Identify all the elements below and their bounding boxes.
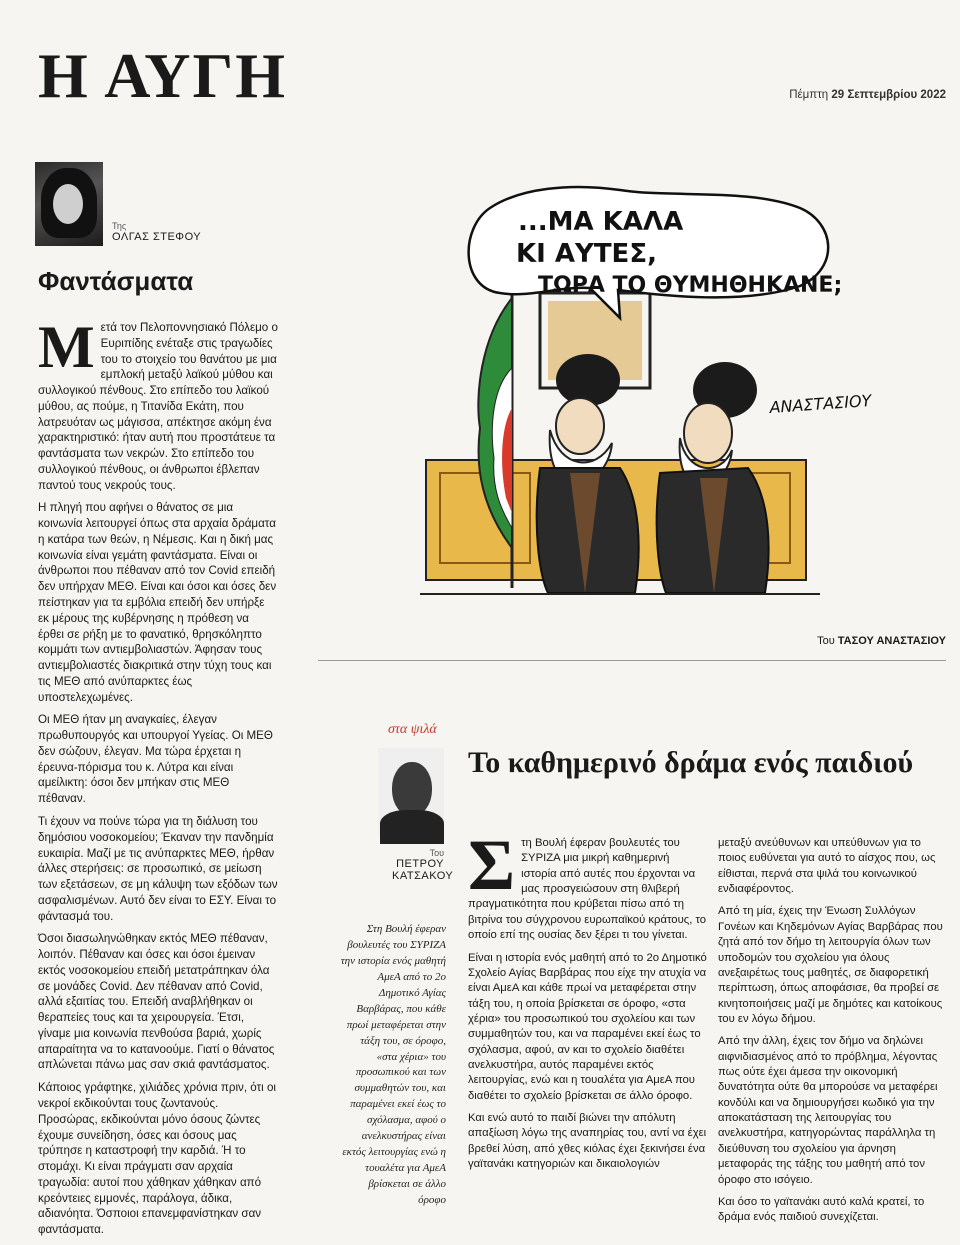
article1-body: [38, 314, 278, 1245]
dateline-day: Πέμπτη: [789, 89, 829, 101]
cartoon-credit: [817, 635, 946, 647]
speech-line-1: ...ΜΑ ΚΑΛΑ: [518, 207, 684, 237]
byline-author: ΟΛΓΑΣ ΣΤΕΦΟΥ: [112, 231, 202, 243]
article2-paragraph: Και ενώ αυτό το παιδί βιώνει την απόλυτη απαξίωση λόγω της αναπηρίας του, αντί να έχει βρεθεί λύση, από χθες κιόλας έχει ξεκινήσει ένα γαϊτανάκι κατηγοριών και δικαιολογιών: [468, 1112, 707, 1171]
credit-prefix: Του: [817, 635, 835, 647]
dateline: [789, 89, 946, 101]
cartoon-signature: ΑΝΑΣΤΑΣΙΟΥ: [768, 390, 872, 417]
author-photo-olga: [35, 162, 103, 246]
speech-line-3: ΤΩΡΑ ΤΟ ΘΥΜΗΘΗΚΑΝΕ;: [538, 273, 843, 298]
article1-paragraph: Τι έχουν να πούνε τώρα για τη διάλυση του δημόσιου νοσοκομείου; Έκαναν την πανδημία ευκαιρία. Μαζί με τις ανύπαρκτες ΜΕΘ, ήρθαν άλλες στερήσεις: σε προσωπικό, σε μείωση των εξετάσεων, σε μη κάλυψη των εξόδων των ασφαλισμένων. Αυτό δεν είναι το ΕΣΥ. Είναι το φάντασμά του.: [38, 814, 278, 923]
byline-article1: [112, 221, 201, 243]
article2-paragraph: Από τη μία, έχεις την Ένωση Συλλόγων Γονέων και Κηδεμόνων Αγίας Βαρβάρας που ζητά από τον δήμο τη λειτουργία όλων των υποδομών του σχολείου για όλους ανεξαιρέτως τους μαθητές, σε διαφορετική περίπτωση, όπως αποφάσισε, θα προβεί σε κινητοποιήσεις μαζί με δημότες και κατοίκους του εν λόγω δήμου.: [718, 905, 943, 1025]
article1-paragraph: Η πληγή που αφήνει ο θάνατος σε μια κοινωνία λειτουργεί όπως στα αρχαία δράματα η κατάρα των θεών, η Νέμεσις. Και η δική μας κοινωνία είναι γεμάτη φαντάσματα. Είναι οι άνθρωποι που πέθαναν από τον Covid επειδή δεν υπήρχαν ΜΕΘ. Είναι και όσοι και όσες δεν πείστηκαν για τα εμβόλια επειδή δεν υπήρξε εκ μέρους της κυβέρνησης η πρόθεση να έρθει σε ρήξη με το φανατικό, θρησκόληπτο κομμάτι των αντιεμβολιαστών. Άφησαν τους αντιεμβολιαστές διακριτικά στην τύχη τους και τις ΜΕΘ από ανύπαρκτες έως υποστελεχωμένες.: [38, 501, 277, 704]
byline-author-line2: ΚΑΤΣΑΚΟΥ: [392, 870, 454, 882]
article2-paragraph: Από την άλλη, έχεις τον δήμο να δηλώνει αιφνιδιασμένος από το πρόβλημα, λέγοντας πως ούτε έχει άμεσα την οικονομική δυνατότητα ούτε θα μπορούσε να μεταφέρει κονδύλι και να δημιουργήσει κωδικό για την αποκατάσταση της λειτουργίας του ανελκυστήρα, κατηγορώντας παράλληλα τη διεύθυνση του σχολείου για άρνηση μεταφοράς της τάξης του μαθητή από τον όροφο στο ισόγειο.: [718, 1035, 938, 1186]
editorial-cartoon: [420, 168, 948, 620]
article1-paragraph: Όσοι διασωληνώθηκαν εκτός ΜΕΘ πέθαναν, λοιπόν. Πέθαναν και όσες και όσοι έμειναν εκτός νοσοκομείου επειδή μετατράπηκαν όλα σε μονάδες Covid. Δεν πέθαναν από Covid, αλλά εξαιτίας του. Επειδή αναβλήθηκαν οι θεραπείες τους και τα χειρουργεία. Έτσι, γίναμε μια κοινωνία πενθούσα βαριά, χωρίς απαραίτητα να το κατανοούμε. Γιατί ο θάνατος απλώνεται πάνω μας σαν σκιά φαντάσματος.: [38, 932, 275, 1072]
dropcap: Μ: [38, 314, 95, 380]
article1-headline: Φαντάσματα: [38, 266, 194, 296]
article2-headline: Το καθημερινό δράμα ενός παιδιού: [468, 746, 914, 779]
byline-author-line1: ΠΕΤΡΟΥ: [396, 858, 444, 870]
pullquote: Στη Βουλή έφεραν βουλευτές του ΣΥΡΙΖΑ την ιστορία ενός μαθητή ΑμεΑ από το 2ο Δημοτικό Αγίας Βαρβάρας, που κάθε πρωί μεταφέρεται στην τάξη του, σε όροφο, «στα χέρια» του προσωπικού και των συμμαθητών του, και παραμένει εκεί έως το σχόλασμα, αφού ο ανελκυστήρας είναι εκτός λειτουργίας ενώ η τουαλέτα για ΑμεΑ βρίσκεται σε άλλο όροφο: [340, 923, 446, 1206]
byline-prefix: Της: [112, 221, 127, 231]
masthead-title: Η ΑΥΓΗ: [38, 40, 287, 111]
article2-column-2: [718, 836, 948, 1233]
speech-line-2: ΚΙ ΑΥΤΕΣ,: [516, 239, 657, 269]
article1-paragraph: Κάποιος γράφτηκε, χιλιάδες χρόνια πριν, ότι οι νεκροί εκδικούνται τους ζωντανούς. Προσώρας, εκδικούνται μόνο όσους ζώντες έχουμε συνείδηση, όσες και όσους μας τρύπησε η καταστροφή την καρδιά. Ή το στομάχι. Κι είναι πράγματι σαν αρχαία τραγωδία: αυτοί που χάθηκαν χάθηκαν από κρεόντειες εμμονές, παράλογα, άδικα, αδιανόητα. Όσποιοι επανεμφανίστηκαν σαν φαντάσματα.: [38, 1081, 276, 1237]
byline-prefix: Του: [429, 848, 444, 858]
article1-paragraph: Μετά τον Πελοποννησιακό Πόλεμο ο Ευριπίδης ενέταξε στις τραγωδίες του το στοιχείο του θανάτου με μια εμπλοκή μεταξύ λαϊκού μύθου και συλλογικού πένθους. Στο επίπεδο του λαϊκού μύθου, ας πούμε, η Τιτανίδα Εκάτη, που λατρευόταν ως μάγισσα, απέκτησε ακόμη ένα χαρακτηριστικό: ήταν αυτή που προστάτευε τα φαντάσματα των νεκρών. Στο επίπεδο του συλλογικού πένθους, οι άνθρωποι έβλεπαν παντού τους νεκρούς τους.: [38, 314, 278, 492]
article2-column-1: [468, 825, 708, 1180]
section-divider: [318, 660, 946, 661]
author-photo-petros: [378, 748, 444, 836]
article2-paragraph: Είναι η ιστορία ενός μαθητή από το 2ο Δημοτικό Σχολείο Αγίας Βαρβάρας που είχε την ατυχία να είναι ΑμεΑ και κάθε πρωί να μεταφέρεται στην τάξη του, η οποία βρίσκεται σε όροφο, «στα χέρια» του προσωπικού του σχολείου και των συμμαθητών του, και να παραμένει εκεί έως το σχόλασμα, αφού, αν και το σχολείο διαθέτει ανελκυστήρα, αυτός παραμένει εκτός λειτουργίας, ενώ και η τουαλέτα για ΑμεΑ που διαθέτει το σχολείο βρίσκεται σε άλλο όροφο.: [468, 951, 707, 1102]
article2-paragraph: Στη Βουλή έφεραν βουλευτές του ΣΥΡΙΖΑ μια μικρή καθημερινή ιστορία από αυτές που έρχονται να μας προσγειώσουν στη θλιβερή πραγματικότητα που κρύβεται πίσω από τη βιτρίνα του σύγχρονου ευρωπαϊκού κράτους, το οποίο επί της ουσίας δεν ξέρει τι του γίνεται.: [468, 825, 707, 942]
dateline-date: 29 Σεπτεμβρίου 2022: [831, 89, 946, 101]
article1-paragraph: Οι ΜΕΘ ήταν μη αναγκαίες, έλεγαν πρωθυπουργός και υπουργοί Υγείας. Οι ΜΕΘ δεν σώζουν, έλεγαν. Μα τώρα έρχεται η έρευνα-πόρισμα του κ. Λύτρα και είναι αμείλικτη: όσοι δεν μπήκαν στις ΜΕΘ πέθαναν.: [38, 713, 273, 806]
article2-paragraph: Και όσο το γαϊτανάκι αυτό καλά κρατεί, το δράμα ενός παιδιού συνεχίζεται.: [718, 1195, 925, 1224]
article2-paragraph: μεταξύ ανεύθυνων και υπεύθυνων για το ποιος ευθύνεται για αυτό το αίσχος που, ως είθισται, περνά στα ψιλά του κοινωνικού ενδιαφέροντος.: [718, 837, 936, 896]
section-kicker: στα ψιλά: [388, 722, 437, 737]
dropcap: Σ: [468, 825, 516, 905]
credit-name: ΤΑΣΟΥ ΑΝΑΣΤΑΣΙΟΥ: [837, 635, 946, 647]
byline-article2: [392, 848, 454, 882]
